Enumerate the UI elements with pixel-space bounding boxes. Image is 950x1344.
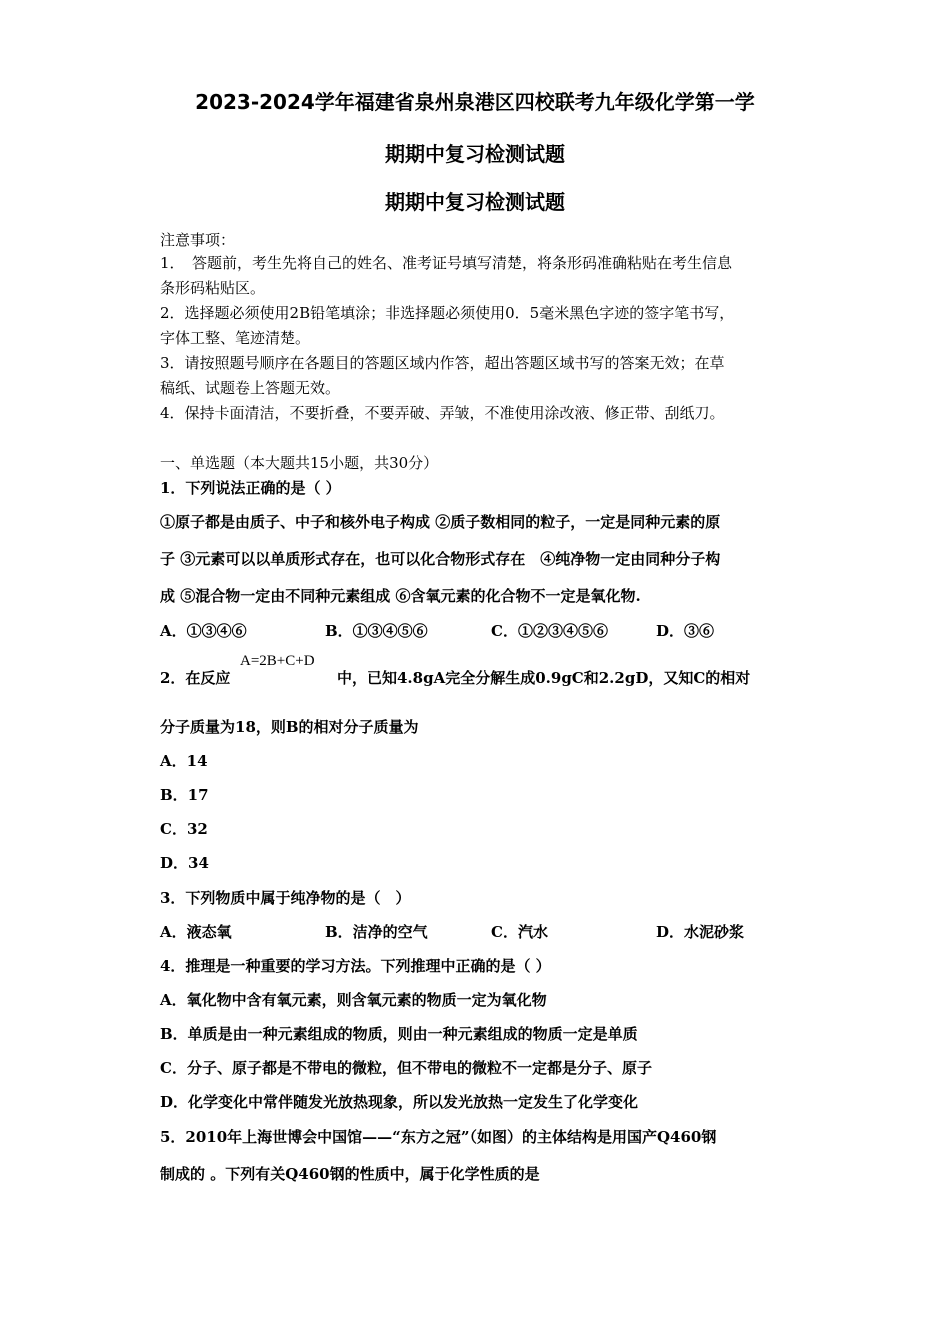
question-1-option-c: C．①②③④⑤⑥ — [491, 622, 608, 640]
document-title-line-3: 期期中复习检测试题 — [385, 190, 565, 214]
notice-item: 4．保持卡面清洁，不要折叠，不要弄破、弄皱，不准使用涂改液、修正带、刮纸刀。 — [160, 404, 725, 422]
question-3-option-d: D．水泥砂浆 — [656, 923, 745, 941]
notice-item: 1． 答题前，考生先将自己的姓名、准考证号填写清楚，将条形码准确粘贴在考生信息 — [160, 254, 733, 272]
notice-item: 2．选择题必须使用2B铅笔填涂；非选择题必须使用0．5毫米黑色字迹的签字笔书写， — [160, 304, 735, 322]
question-1-body-line: ①原子都是由质子、中子和核外电子构成 ②质子数相同的粒子，一定是同种元素的原 — [160, 513, 721, 531]
question-1-stem: 1．下列说法正确的是（ ） — [160, 479, 341, 497]
question-3-stem: 3．下列物质中属于纯净物的是（ ） — [160, 889, 411, 907]
reaction-equation: A=2B+C+D — [240, 653, 315, 669]
question-1-option-b: B．①③④⑤⑥ — [325, 622, 428, 640]
question-4-option-a: A．氧化物中含有氧元素，则含氧元素的物质一定为氧化物 — [160, 991, 547, 1009]
question-3-option-a: A．液态氧 — [160, 923, 232, 941]
question-1-body-line: 成 ⑤混合物一定由不同种元素组成 ⑥含氧元素的化合物不一定是氧化物. — [160, 587, 641, 605]
question-2-prefix: 2．在反应 — [160, 669, 231, 687]
question-5-line-1: 5．2010年上海世博会中国馆——“东方之冠”（如图）的主体结构是用国产Q460钢 — [160, 1128, 717, 1146]
question-5-line-2: 制成的 。下列有关Q460钢的性质中，属于化学性质的是 — [160, 1165, 540, 1183]
question-2-line-2: 分子质量为18，则B的相对分子质量为 — [160, 718, 419, 736]
question-2-option-c: C．32 — [160, 820, 208, 838]
document-title-line-1: 2023-2024学年福建省泉州泉港区四校联考九年级化学第一学 — [195, 90, 755, 114]
question-2-option-d: D．34 — [160, 854, 209, 872]
question-1-body-line: 子 ③元素可以以单质形式存在，也可以化合物形式存在 ④纯净物一定由同种分子构 — [160, 550, 721, 568]
question-1-option-d: D．③⑥ — [656, 622, 715, 640]
question-4-option-d: D．化学变化中常伴随发光放热现象，所以发光放热一定发生了化学变化 — [160, 1093, 639, 1111]
notice-item: 稿纸、试题卷上答题无效。 — [160, 379, 341, 397]
question-2-option-a: A．14 — [160, 752, 208, 770]
question-4-option-b: B．单质是由一种元素组成的物质，则由一种元素组成的物质一定是单质 — [160, 1025, 638, 1043]
question-2-suffix: 中，已知4.8gA完全分解生成0.9gC和2.2gD，又知C的相对 — [337, 669, 751, 687]
notice-item: 3．请按照题号顺序在各题目的答题区域内作答，超出答题区域书写的答案无效；在草 — [160, 354, 725, 372]
question-3-option-c: C．汽水 — [491, 923, 548, 941]
notice-item: 条形码粘贴区。 — [160, 279, 266, 297]
question-4-stem: 4．推理是一种重要的学习方法。下列推理中正确的是（ ） — [160, 957, 551, 975]
section-heading: 一、单选题（本大题共15小题，共30分） — [160, 454, 439, 472]
question-2-option-b: B．17 — [160, 786, 209, 804]
notice-item: 字体工整、笔迹清楚。 — [160, 329, 311, 347]
document-title-line-2: 期期中复习检测试题 — [385, 142, 565, 166]
question-4-option-c: C．分子、原子都是不带电的微粒，但不带电的微粒不一定都是分子、原子 — [160, 1059, 652, 1077]
notice-heading: 注意事项： — [160, 231, 236, 249]
question-1-option-a: A．①③④⑥ — [160, 622, 247, 640]
question-3-option-b: B．洁净的空气 — [325, 923, 428, 941]
